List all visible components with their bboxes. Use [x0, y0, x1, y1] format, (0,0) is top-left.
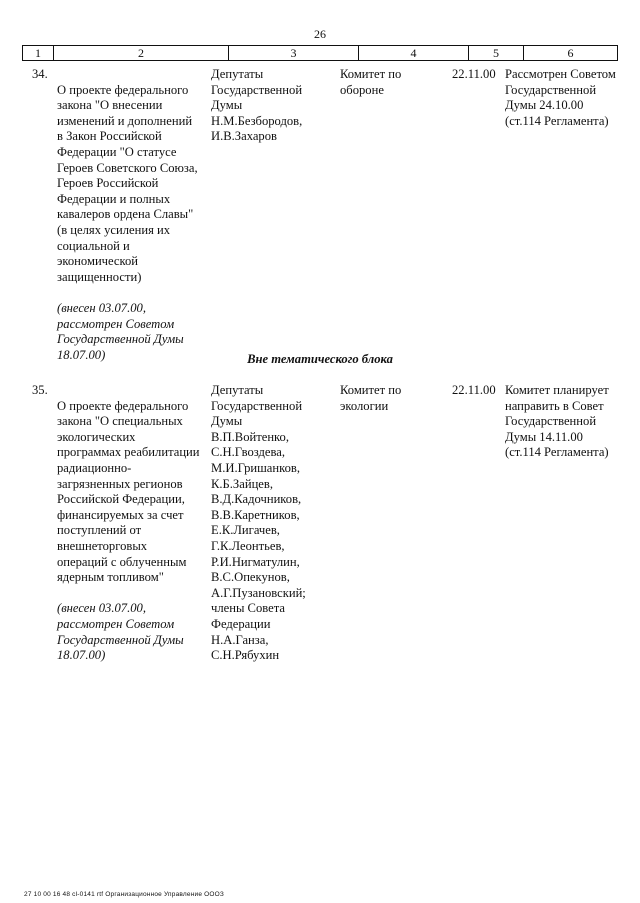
bill-note: (внесен 03.07.00, рассмотрен Советом Государственной Думы 18.07.00) [57, 300, 184, 362]
status: Рассмотрен Советом Государственной Думы 24.10.00 (ст.114 Регламента) [505, 67, 616, 128]
bill-title [57, 383, 217, 679]
column-header-2: 2 [53, 46, 228, 60]
footer-info: 27 10 00 16 48 cl-0141 rtf Организационное Управление ОООЗ [24, 891, 225, 898]
bill-authors: Депутаты Государственной Думы Н.М.Безбородов, И.В.Захаров [211, 67, 303, 144]
status: Комитет планирует направить в Совет Государственной Думы 14.11.00 (ст.114 Регламента) [505, 383, 609, 460]
bill-authors: Депутаты Государственной Думы В.П.Войтенко, С.Н.Гвоздева, М.И.Гришанков, К.Б.Зайцев, В.Д.Кадочников, В.В.Каретников, Е.К.Лигачев, Г.К.Леонтьев, Р.И.Нигматулин, В.С.Опекунов, А.Г.Пузановский; члены Совета Федерации Н.А.Ганза, С.Н.Рябухин [211, 383, 306, 663]
row-number: 34. [32, 67, 48, 81]
bill-title-text: О проекте федерального закона "О специальных экологических программах реабилитации радиационно- загрязненных регионов Российской Федерации, финансируемых за счет поступлений от внешнеторговых операций с облученным ядерным топливом" [57, 398, 200, 585]
date: 22.11.00 [452, 67, 496, 81]
bill-note: (внесен 03.07.00, рассмотрен Советом Государственной Думы 18.07.00) [57, 601, 184, 663]
section-title: Вне тематического блока [247, 352, 393, 366]
row-number: 35. [32, 383, 48, 397]
committee: Комитет по обороне [340, 67, 402, 97]
column-header-4: 4 [358, 46, 468, 60]
column-header-1: 1 [35, 46, 41, 60]
column-header-3: 3 [228, 46, 358, 60]
bill-title [57, 67, 217, 379]
bill-title-text: О проекте федерального закона "О внесении изменений и дополнений в Закон Российской Федерации "О статусе Героев Советского Союза, Героев Российской Федерации и полных кавалеров ордена Славы" (в целях усиления их социальной и экономической защищенности) [57, 82, 198, 284]
date: 22.11.00 [452, 383, 496, 397]
column-header-row [22, 45, 618, 61]
committee: Комитет по экологии [340, 383, 402, 413]
column-header-5: 5 [468, 46, 523, 60]
page-number: 26 [314, 27, 326, 41]
column-header-6: 6 [523, 46, 617, 60]
